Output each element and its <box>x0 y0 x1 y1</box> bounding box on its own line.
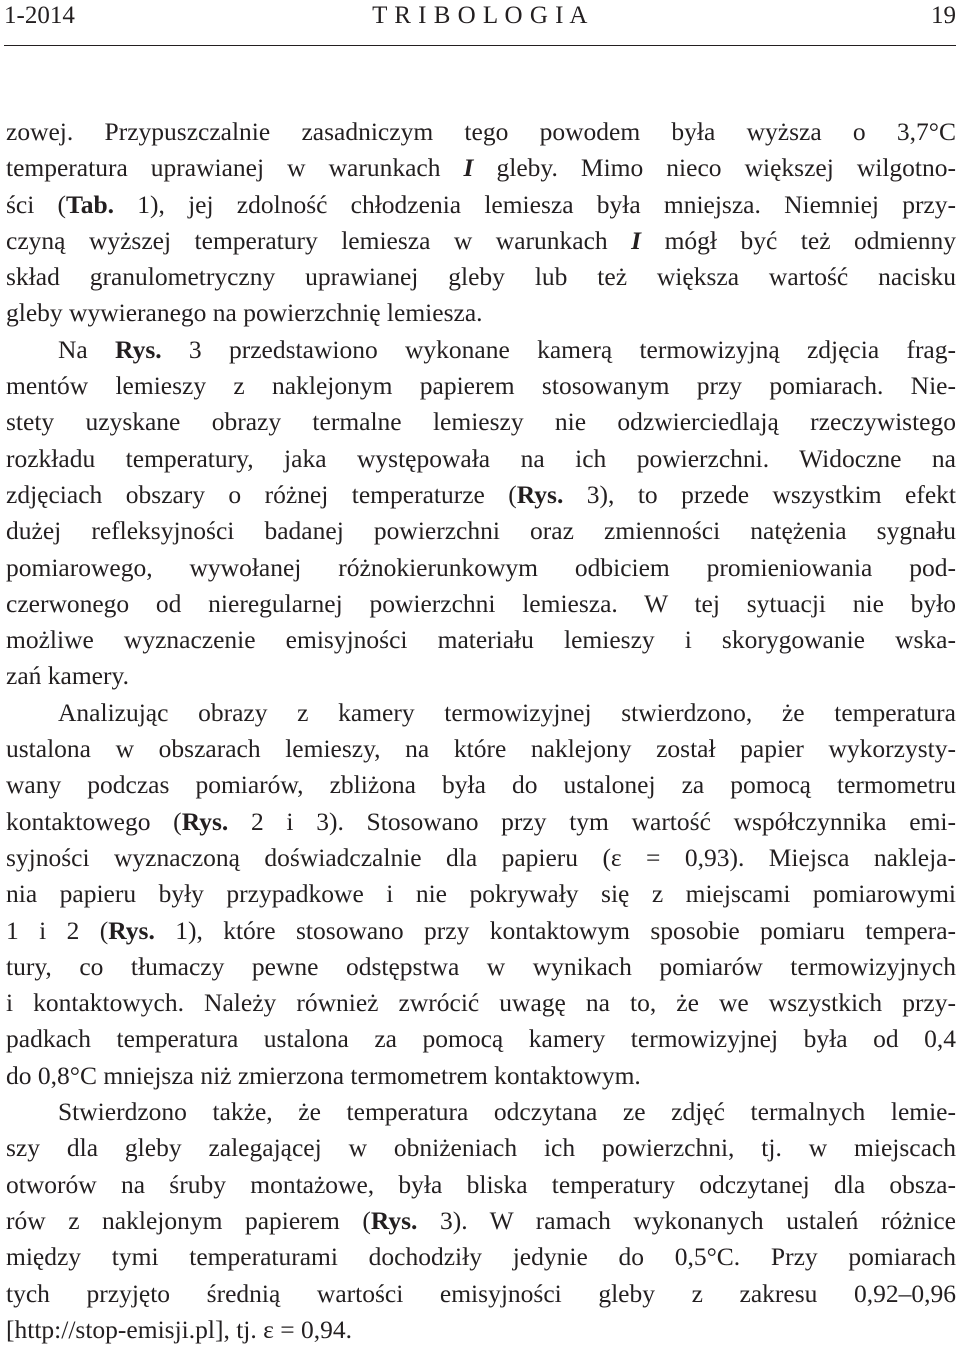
text-line <box>6 876 956 912</box>
emphasis-text: I <box>463 153 474 183</box>
text-line <box>6 1094 956 1130</box>
text-line <box>6 1203 956 1239</box>
text-line <box>6 1021 956 1057</box>
text-run: otworów na śruby montażowe, była bliska temperatury odczytanej dla obsza- <box>6 1169 956 1199</box>
emphasis-text: Rys. <box>181 806 229 836</box>
text-run: do 0,8°C mniejsza niż zmierzona termometrem kontaktowym. <box>6 1060 641 1090</box>
text-run: nia papieru były przypadkowe i nie pokrywały się z miejscami pomiarowymi <box>6 879 956 909</box>
text-run: 3). W ramach wykonanych ustaleń różnice <box>417 1205 956 1235</box>
text-line <box>6 731 956 767</box>
emphasis-text: Rys. <box>108 915 155 945</box>
emphasis-text: Rys. <box>516 479 564 509</box>
text-run: możliwe wyznaczenie emisyjności materiału lemieszy i skorygowanie wska- <box>6 625 956 655</box>
text-line <box>6 150 956 186</box>
text-run: [http://stop-emisji.pl], tj. ε = 0,94. <box>6 1314 352 1344</box>
text-run: skład granulometryczny uprawianej gleby lub też większa wartość nacisku <box>6 262 956 292</box>
text-run: pomiarowego, wywołanej różnokierunkowym odbiciem promieniowania pod- <box>6 552 956 582</box>
text-run: wany podczas pomiarów, zbliżona była do ustalonej za pomocą termometru <box>6 770 956 800</box>
text-run: 2 i 3). Stosowano przy tym wartość współczynnika emi- <box>228 806 956 836</box>
text-run: czyną wyższej temperatury lemiesza w warunkach <box>6 225 632 255</box>
text-line <box>6 985 956 1021</box>
text-line <box>6 441 956 477</box>
text-line <box>6 949 956 985</box>
text-run: 3 przedstawiono wykonane kamerą termowizyjną zdjęcia frag- <box>161 334 956 364</box>
text-run: Na <box>58 334 116 364</box>
text-line <box>6 187 956 223</box>
text-run: syjności wyznaczoną doświadczalnie dla papieru (ε = 0,93). Miejsca nakleja- <box>6 842 956 872</box>
text-run: czerwonego od nieregularnej powierzchni lemiesza. W tej sytuacji nie było <box>6 588 956 618</box>
text-run: mentów lemieszy z naklejonym papierem stosowanym przy pomiarach. Nie- <box>6 371 956 401</box>
text-run: tury, co tłumaczy pewne odstępstwa w wynikach pomiarów termowizyjnych <box>6 951 956 981</box>
text-line <box>6 1130 956 1166</box>
text-line <box>6 1167 956 1203</box>
emphasis-text: Tab. <box>66 189 115 219</box>
text-line <box>6 259 956 295</box>
text-line <box>6 695 956 731</box>
page-number: 19 <box>931 2 956 29</box>
text-run: temperatura uprawianej w warunkach <box>6 153 464 183</box>
text-run: tych przyjęto średnią wartości emisyjności gleby z zakresu 0,92–0,96 <box>6 1278 956 1308</box>
issue-number: 1-2014 <box>4 2 75 29</box>
text-run: stety uzyskane obrazy termalne lemieszy nie odzwierciedlają rzeczywistego <box>6 407 956 437</box>
text-line <box>6 332 956 368</box>
text-run: mógł być też odmienny <box>641 225 956 255</box>
text-run: i kontaktowych. Należy również zwrócić uwagę na to, że we wszystkich przy- <box>6 988 956 1018</box>
emphasis-text: I <box>631 225 642 255</box>
text-line <box>6 477 956 513</box>
text-line <box>6 1058 956 1094</box>
text-run: zowej. Przypuszczalnie zasadniczym tego powodem była wyższa o 3,7°C <box>6 117 956 146</box>
text-run: dużej refleksyjności badanej powierzchni oraz zmienności natężenia sygnału <box>6 516 956 546</box>
text-run: Analizując obrazy z kamery termowizyjnej stwierdzono, że temperatura <box>58 697 956 727</box>
body-text <box>6 114 956 1348</box>
text-line <box>6 622 956 658</box>
running-header <box>0 0 960 32</box>
text-line <box>6 404 956 440</box>
text-line <box>6 114 956 150</box>
text-run: ustalona w obszarach lemieszy, na które naklejony został papier wykorzysty- <box>6 734 956 764</box>
text-line <box>6 913 956 949</box>
text-run: padkach temperatura ustalona za pomocą kamery termowizyjnej była od 0,4 <box>6 1024 956 1054</box>
text-line <box>6 223 956 259</box>
text-run: 3), to przede wszystkim efekt <box>563 479 956 509</box>
text-line <box>6 586 956 622</box>
text-run: szy dla gleby zalegającej w obniżeniach ich powierzchni, tj. w miejscach <box>6 1133 956 1163</box>
text-line <box>6 767 956 803</box>
journal-title: T R I B O L O G I A <box>372 2 588 29</box>
text-line <box>6 368 956 404</box>
text-run: 1), które stosowano przy kontaktowym sposobie pomiaru tempera- <box>154 915 957 945</box>
text-line <box>6 513 956 549</box>
header-rule <box>4 45 956 46</box>
text-line <box>6 550 956 586</box>
text-line <box>6 1312 956 1348</box>
text-run: 1 i 2 ( <box>6 915 109 945</box>
text-run: ści ( <box>6 189 67 219</box>
text-run: gleby wywieranego na powierzchnię lemiesza. <box>6 298 483 328</box>
text-run: rozkładu temperatury, jaka występowała na ich powierzchni. Widoczne na <box>6 443 956 473</box>
text-line <box>6 295 956 331</box>
emphasis-text: Rys. <box>370 1205 418 1235</box>
text-run: rów z naklejonym papierem ( <box>6 1205 371 1235</box>
text-run: zdjęciach obszary o różnej temperaturze ( <box>6 479 517 509</box>
text-run: kontaktowego ( <box>6 806 182 836</box>
text-line <box>6 804 956 840</box>
text-run: 1), jej zdolność chłodzenia lemiesza była mniejsza. Niemniej przy- <box>114 189 956 219</box>
text-line <box>6 658 956 694</box>
text-run: Stwierdzono także, że temperatura odczytana ze zdjęć termalnych lemie- <box>58 1097 956 1127</box>
text-line <box>6 1239 956 1275</box>
text-run: gleby. Mimo nieco większej wilgotno- <box>473 153 956 183</box>
text-line <box>6 1276 956 1312</box>
text-line <box>6 840 956 876</box>
text-run: między tymi temperaturami dochodziły jedynie do 0,5°C. Przy pomiarach <box>6 1242 956 1272</box>
emphasis-text: Rys. <box>115 334 162 364</box>
text-run: zań kamery. <box>6 661 129 691</box>
